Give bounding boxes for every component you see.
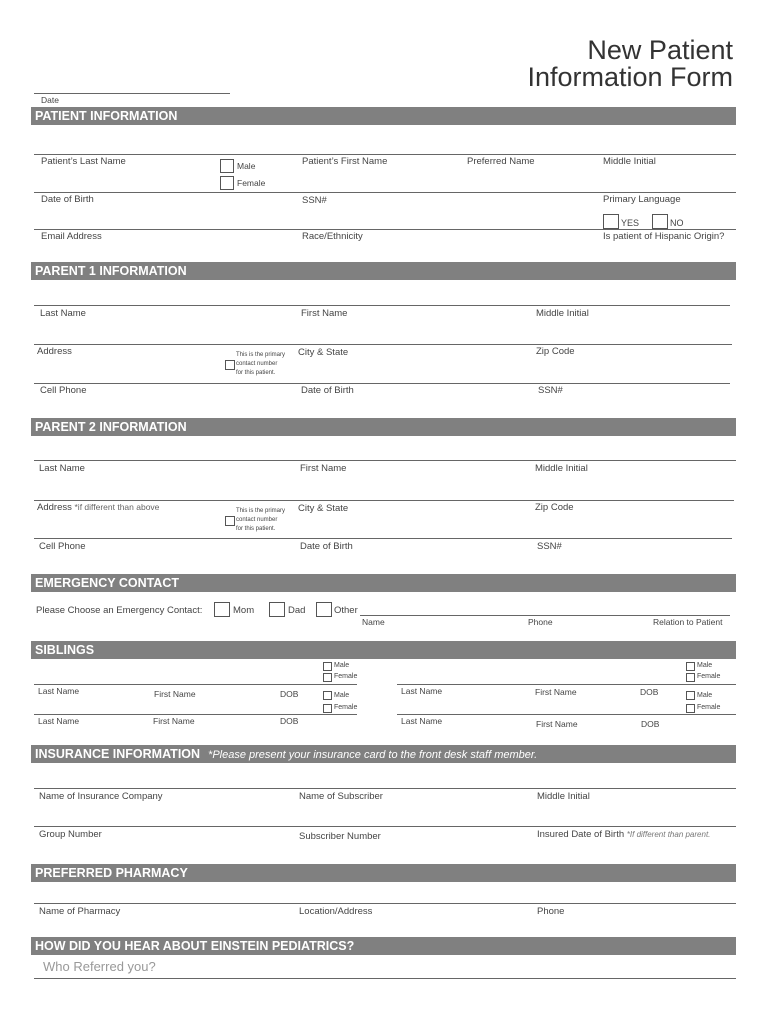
parent1-cell-label: Cell Phone — [40, 385, 87, 396]
insured-dob-label: Insured Date of Birth *If different than parent. — [537, 829, 711, 840]
female-checkbox[interactable] — [220, 176, 234, 190]
parent1-ssn-label: SSN# — [538, 385, 563, 396]
parent2-middle-initial-label: Middle Initial — [535, 463, 588, 474]
emergency-mom-checkbox[interactable] — [214, 602, 230, 617]
section-header-pharmacy: PREFERRED PHARMACY — [31, 864, 736, 882]
divider — [34, 903, 736, 904]
email-label: Email Address — [41, 231, 102, 242]
divider — [34, 538, 732, 539]
mom-label: Mom — [233, 605, 255, 616]
section-header-parent2: PARENT 2 INFORMATION — [31, 418, 736, 436]
sibling2-last-name-label: Last Name — [401, 686, 443, 696]
female-label: Female — [237, 178, 266, 188]
parent2-city-state-label: City & State — [298, 503, 349, 514]
yes-label: YES — [621, 218, 640, 228]
divider — [397, 714, 736, 715]
sibling3-dob-label: DOB — [280, 716, 299, 726]
sibling4-first-name-label: First Name — [536, 719, 578, 729]
dob-label: Date of Birth — [41, 194, 94, 205]
date-label: Date — [41, 95, 59, 105]
hispanic-no-checkbox[interactable] — [652, 214, 668, 229]
dad-label: Dad — [288, 605, 306, 616]
sibling-female-label: Female — [334, 704, 358, 711]
hispanic-label: Is patient of Hispanic Origin? — [603, 231, 725, 242]
parent2-ssn-label: SSN# — [537, 541, 562, 552]
section-header-siblings: SIBLINGS — [31, 641, 736, 659]
sibling2-first-name-label: First Name — [535, 687, 577, 697]
parent1-primary-contact-checkbox[interactable] — [225, 360, 235, 370]
section-header-insurance: INSURANCE INFORMATION *Please present your insurance card to the front desk staff member. — [31, 745, 736, 763]
race-label: Race/Ethnicity — [302, 231, 363, 242]
parent2-zip-label: Zip Code — [535, 502, 574, 513]
sibling4-last-name-label: Last Name — [401, 716, 443, 726]
sibling1-first-name-label: First Name — [154, 689, 196, 699]
divider — [34, 500, 734, 501]
sibling4-female-checkbox[interactable] — [686, 704, 695, 713]
sibling4-male-checkbox[interactable] — [686, 691, 695, 700]
emergency-prompt: Please Choose an Emergency Contact: — [36, 605, 203, 616]
pharmacy-phone-label: Phone — [537, 906, 565, 917]
pharmacy-name-label: Name of Pharmacy — [39, 906, 121, 917]
section-header-patient: PATIENT INFORMATION — [31, 107, 736, 125]
no-label: NO — [670, 218, 684, 228]
patient-last-name-label: Patient’s Last Name — [41, 156, 126, 167]
divider — [397, 684, 736, 685]
parent1-dob-label: Date of Birth — [301, 385, 354, 396]
emergency-phone-label: Phone — [528, 617, 553, 627]
sibling1-last-name-label: Last Name — [38, 686, 80, 696]
emergency-other-field[interactable] — [360, 615, 730, 616]
sibling4-dob-label: DOB — [641, 719, 660, 729]
divider — [34, 978, 736, 979]
form-title-line-2: Information Form — [527, 62, 733, 92]
sibling3-first-name-label: First Name — [153, 716, 195, 726]
male-label: Male — [237, 161, 256, 171]
parent2-cell-label: Cell Phone — [39, 541, 86, 552]
divider — [34, 714, 357, 715]
sibling3-last-name-label: Last Name — [38, 716, 80, 726]
divider — [34, 684, 357, 685]
divider — [34, 154, 736, 155]
divider — [34, 383, 730, 384]
primary-contact-note: This is the primary contact number for this patient. — [236, 352, 286, 376]
parent2-last-name-label: Last Name — [39, 463, 85, 474]
form-title-line-1: New Patient — [587, 35, 733, 65]
parent1-middle-initial-label: Middle Initial — [536, 308, 589, 319]
section-header-hear: HOW DID YOU HEAR ABOUT EINSTEIN PEDIATRICS? — [31, 937, 736, 955]
date-field[interactable] — [34, 93, 230, 94]
sibling-male-label: Male — [697, 662, 713, 669]
divider — [34, 229, 736, 230]
divider — [34, 344, 732, 345]
divider — [34, 826, 736, 827]
parent1-city-state-label: City & State — [298, 347, 349, 358]
sibling2-male-checkbox[interactable] — [686, 662, 695, 671]
parent1-last-name-label: Last Name — [40, 308, 86, 319]
divider — [34, 788, 736, 789]
sibling2-female-checkbox[interactable] — [686, 673, 695, 682]
sibling-female-label: Female — [334, 673, 358, 680]
parent1-zip-label: Zip Code — [536, 346, 575, 357]
parent1-first-name-label: First Name — [301, 308, 348, 319]
sibling1-dob-label: DOB — [280, 689, 299, 699]
hispanic-yes-checkbox[interactable] — [603, 214, 619, 229]
sibling3-female-checkbox[interactable] — [323, 704, 332, 713]
emergency-other-checkbox[interactable] — [316, 602, 332, 617]
sibling-female-label: Female — [697, 704, 721, 711]
middle-initial-label: Middle Initial — [603, 156, 656, 167]
divider — [34, 192, 736, 193]
male-checkbox[interactable] — [220, 159, 234, 173]
divider — [34, 460, 736, 461]
sibling-male-label: Male — [697, 692, 713, 699]
sibling1-male-checkbox[interactable] — [323, 662, 332, 671]
group-number-label: Group Number — [39, 829, 102, 840]
sibling-male-label: Male — [334, 662, 350, 669]
insurance-company-label: Name of Insurance Company — [39, 791, 163, 802]
ssn-label: SSN# — [302, 195, 327, 206]
sibling3-male-checkbox[interactable] — [323, 691, 332, 700]
divider — [34, 305, 730, 306]
primary-language-label: Primary Language — [603, 194, 681, 205]
emergency-name-label: Name — [362, 617, 385, 627]
pharmacy-location-label: Location/Address — [299, 906, 373, 917]
subscriber-name-label: Name of Subscriber — [299, 791, 383, 802]
parent1-address-label: Address — [37, 346, 72, 357]
sibling1-female-checkbox[interactable] — [323, 673, 332, 682]
parent2-first-name-label: First Name — [300, 463, 347, 474]
section-header-emergency: EMERGENCY CONTACT — [31, 574, 736, 592]
emergency-relation-label: Relation to Patient — [653, 617, 723, 627]
parent2-primary-contact-checkbox[interactable] — [225, 516, 235, 526]
sibling2-dob-label: DOB — [640, 687, 659, 697]
parent2-address-label: Address *if different than above — [37, 502, 160, 513]
sibling-female-label: Female — [697, 673, 721, 680]
referred-by-input[interactable]: Who Referred you? — [43, 959, 156, 974]
primary-contact-note: This is the primary contact number for this patient. — [236, 508, 286, 532]
subscriber-number-label: Subscriber Number — [299, 831, 381, 842]
section-header-parent1: PARENT 1 INFORMATION — [31, 262, 736, 280]
parent2-dob-label: Date of Birth — [300, 541, 353, 552]
insurance-middle-initial-label: Middle Initial — [537, 791, 590, 802]
emergency-dad-checkbox[interactable] — [269, 602, 285, 617]
sibling-male-label: Male — [334, 692, 350, 699]
other-label: Other — [334, 605, 358, 616]
insurance-note: *Please present your insurance card to the front desk staff member. — [208, 749, 538, 761]
patient-first-name-label: Patient’s First Name — [302, 156, 388, 167]
preferred-name-label: Preferred Name — [467, 156, 535, 167]
